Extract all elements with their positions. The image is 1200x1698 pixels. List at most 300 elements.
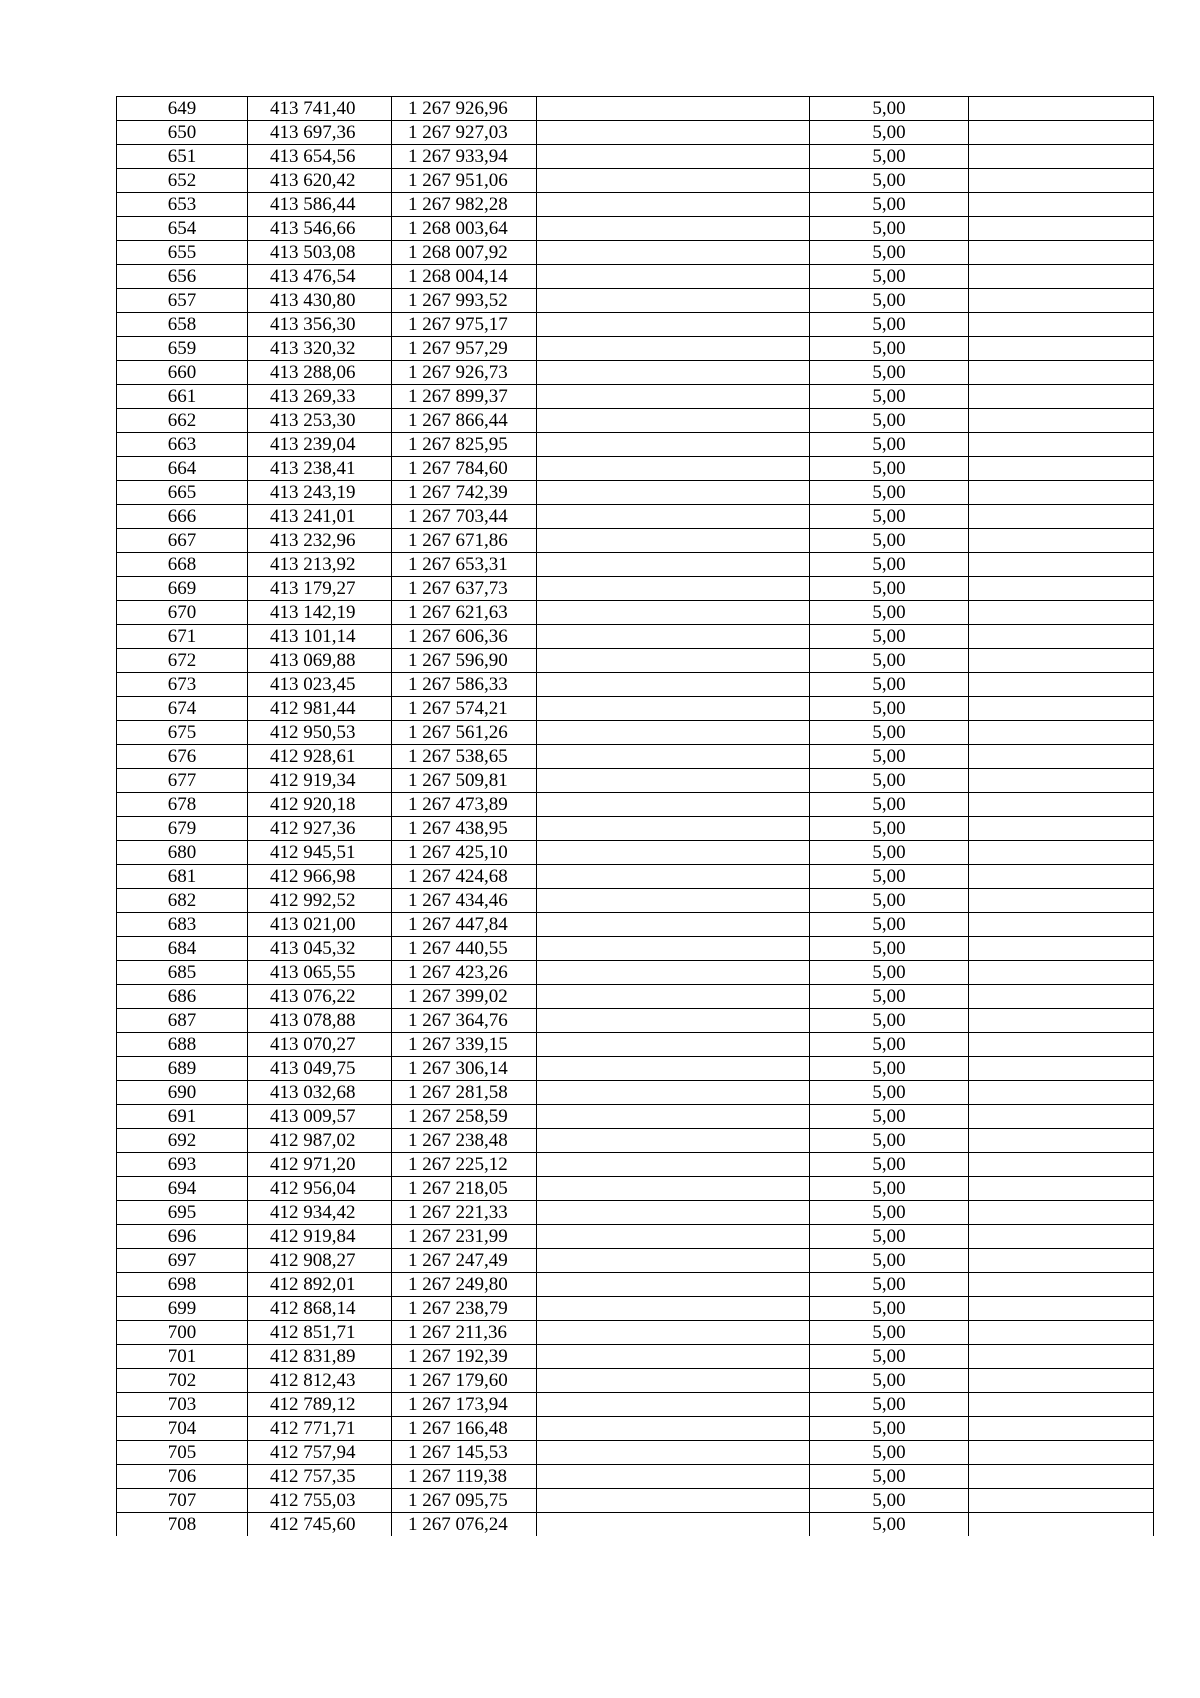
table-row (117, 265, 1154, 289)
x-coordinate-cell: 413 213,92 (248, 553, 392, 577)
y-coordinate-cell: 1 267 076,24 (392, 1513, 537, 1537)
y-coordinate-cell: 1 267 926,73 (392, 361, 537, 385)
point-number-cell: 650 (117, 121, 248, 145)
y-coordinate-cell: 1 267 957,29 (392, 337, 537, 361)
value-cell: 5,00 (810, 505, 969, 529)
y-coordinate-cell: 1 267 653,31 (392, 553, 537, 577)
value-cell: 5,00 (810, 889, 969, 913)
y-coordinate-cell: 1 267 145,53 (392, 1441, 537, 1465)
x-coordinate-cell: 412 831,89 (248, 1345, 392, 1369)
table-row (117, 577, 1154, 601)
empty-cell (537, 409, 810, 433)
y-coordinate-cell: 1 267 538,65 (392, 745, 537, 769)
point-number-cell: 708 (117, 1513, 248, 1537)
empty-cell-right (969, 1153, 1154, 1177)
point-number-cell: 706 (117, 1465, 248, 1489)
empty-cell (537, 673, 810, 697)
y-coordinate-cell: 1 267 434,46 (392, 889, 537, 913)
empty-cell (537, 1393, 810, 1417)
empty-cell (537, 649, 810, 673)
value-cell: 5,00 (810, 1393, 969, 1417)
x-coordinate-cell: 412 927,36 (248, 817, 392, 841)
value-cell: 5,00 (810, 169, 969, 193)
point-number-cell: 660 (117, 361, 248, 385)
table-row (117, 217, 1154, 241)
y-coordinate-cell: 1 267 364,76 (392, 1009, 537, 1033)
empty-cell (537, 1177, 810, 1201)
value-cell: 5,00 (810, 793, 969, 817)
point-number-cell: 659 (117, 337, 248, 361)
x-coordinate-cell: 412 908,27 (248, 1249, 392, 1273)
empty-cell-right (969, 1489, 1154, 1513)
point-number-cell: 687 (117, 1009, 248, 1033)
y-coordinate-cell: 1 267 238,48 (392, 1129, 537, 1153)
table-row (117, 985, 1154, 1009)
empty-cell (537, 865, 810, 889)
table-row (117, 793, 1154, 817)
table-row (117, 1249, 1154, 1273)
y-coordinate-cell: 1 267 247,49 (392, 1249, 537, 1273)
value-cell: 5,00 (810, 865, 969, 889)
y-coordinate-cell: 1 267 339,15 (392, 1033, 537, 1057)
y-coordinate-cell: 1 267 231,99 (392, 1225, 537, 1249)
value-cell: 5,00 (810, 1417, 969, 1441)
y-coordinate-cell: 1 267 596,90 (392, 649, 537, 673)
empty-cell (537, 1441, 810, 1465)
x-coordinate-cell: 413 269,33 (248, 385, 392, 409)
coordinates-table (116, 96, 1154, 1536)
empty-cell-right (969, 913, 1154, 937)
empty-cell-right (969, 961, 1154, 985)
empty-cell-right (969, 1201, 1154, 1225)
table-body (117, 97, 1154, 1537)
value-cell: 5,00 (810, 673, 969, 697)
y-coordinate-cell: 1 267 425,10 (392, 841, 537, 865)
value-cell: 5,00 (810, 217, 969, 241)
empty-cell (537, 385, 810, 409)
point-number-cell: 685 (117, 961, 248, 985)
point-number-cell: 676 (117, 745, 248, 769)
x-coordinate-cell: 413 032,68 (248, 1081, 392, 1105)
empty-cell (537, 457, 810, 481)
x-coordinate-cell: 413 320,32 (248, 337, 392, 361)
empty-cell (537, 1465, 810, 1489)
y-coordinate-cell: 1 267 424,68 (392, 865, 537, 889)
table-row (117, 1321, 1154, 1345)
point-number-cell: 707 (117, 1489, 248, 1513)
empty-cell-right (969, 1177, 1154, 1201)
y-coordinate-cell: 1 267 637,73 (392, 577, 537, 601)
value-cell: 5,00 (810, 1201, 969, 1225)
value-cell: 5,00 (810, 721, 969, 745)
x-coordinate-cell: 413 546,66 (248, 217, 392, 241)
empty-cell-right (969, 1321, 1154, 1345)
empty-cell (537, 1009, 810, 1033)
point-number-cell: 678 (117, 793, 248, 817)
empty-cell-right (969, 577, 1154, 601)
y-coordinate-cell: 1 267 447,84 (392, 913, 537, 937)
table-row (117, 913, 1154, 937)
point-number-cell: 694 (117, 1177, 248, 1201)
table-row (117, 385, 1154, 409)
empty-cell (537, 169, 810, 193)
empty-cell-right (969, 817, 1154, 841)
empty-cell-right (969, 145, 1154, 169)
value-cell: 5,00 (810, 1033, 969, 1057)
x-coordinate-cell: 413 009,57 (248, 1105, 392, 1129)
table-row (117, 841, 1154, 865)
table-row (117, 1465, 1154, 1489)
point-number-cell: 651 (117, 145, 248, 169)
point-number-cell: 652 (117, 169, 248, 193)
table-row (117, 1225, 1154, 1249)
point-number-cell: 705 (117, 1441, 248, 1465)
y-coordinate-cell: 1 267 423,26 (392, 961, 537, 985)
point-number-cell: 696 (117, 1225, 248, 1249)
table-row (117, 361, 1154, 385)
empty-cell (537, 505, 810, 529)
table-row (117, 337, 1154, 361)
table-row (117, 193, 1154, 217)
y-coordinate-cell: 1 267 784,60 (392, 457, 537, 481)
value-cell: 5,00 (810, 121, 969, 145)
empty-cell (537, 1225, 810, 1249)
table-row (117, 1081, 1154, 1105)
table-row (117, 889, 1154, 913)
empty-cell (537, 1513, 810, 1537)
value-cell: 5,00 (810, 553, 969, 577)
table-row (117, 721, 1154, 745)
y-coordinate-cell: 1 267 866,44 (392, 409, 537, 433)
table-row (117, 481, 1154, 505)
table-row (117, 529, 1154, 553)
x-coordinate-cell: 413 654,56 (248, 145, 392, 169)
empty-cell-right (969, 1225, 1154, 1249)
table-row (117, 169, 1154, 193)
empty-cell (537, 1369, 810, 1393)
point-number-cell: 655 (117, 241, 248, 265)
empty-cell (537, 1105, 810, 1129)
x-coordinate-cell: 412 934,42 (248, 1201, 392, 1225)
x-coordinate-cell: 413 253,30 (248, 409, 392, 433)
point-number-cell: 665 (117, 481, 248, 505)
y-coordinate-cell: 1 268 003,64 (392, 217, 537, 241)
y-coordinate-cell: 1 267 825,95 (392, 433, 537, 457)
y-coordinate-cell: 1 267 192,39 (392, 1345, 537, 1369)
y-coordinate-cell: 1 267 703,44 (392, 505, 537, 529)
y-coordinate-cell: 1 267 621,63 (392, 601, 537, 625)
point-number-cell: 669 (117, 577, 248, 601)
empty-cell-right (969, 385, 1154, 409)
empty-cell-right (969, 625, 1154, 649)
point-number-cell: 673 (117, 673, 248, 697)
x-coordinate-cell: 413 476,54 (248, 265, 392, 289)
value-cell: 5,00 (810, 1489, 969, 1513)
empty-cell-right (969, 1345, 1154, 1369)
x-coordinate-cell: 413 586,44 (248, 193, 392, 217)
value-cell: 5,00 (810, 1513, 969, 1537)
point-number-cell: 683 (117, 913, 248, 937)
value-cell: 5,00 (810, 937, 969, 961)
point-number-cell: 649 (117, 97, 248, 121)
point-number-cell: 701 (117, 1345, 248, 1369)
value-cell: 5,00 (810, 289, 969, 313)
y-coordinate-cell: 1 267 211,36 (392, 1321, 537, 1345)
value-cell: 5,00 (810, 985, 969, 1009)
empty-cell (537, 1345, 810, 1369)
point-number-cell: 658 (117, 313, 248, 337)
y-coordinate-cell: 1 267 438,95 (392, 817, 537, 841)
empty-cell-right (969, 265, 1154, 289)
y-coordinate-cell: 1 267 561,26 (392, 721, 537, 745)
empty-cell-right (969, 1057, 1154, 1081)
empty-cell-right (969, 1513, 1154, 1537)
table-row (117, 505, 1154, 529)
empty-cell (537, 769, 810, 793)
empty-cell-right (969, 1417, 1154, 1441)
empty-cell (537, 1081, 810, 1105)
value-cell: 5,00 (810, 1153, 969, 1177)
value-cell: 5,00 (810, 601, 969, 625)
empty-cell (537, 1297, 810, 1321)
point-number-cell: 666 (117, 505, 248, 529)
x-coordinate-cell: 412 966,98 (248, 865, 392, 889)
point-number-cell: 689 (117, 1057, 248, 1081)
value-cell: 5,00 (810, 1249, 969, 1273)
empty-cell-right (969, 457, 1154, 481)
y-coordinate-cell: 1 268 007,92 (392, 241, 537, 265)
value-cell: 5,00 (810, 241, 969, 265)
empty-cell (537, 601, 810, 625)
y-coordinate-cell: 1 267 440,55 (392, 937, 537, 961)
point-number-cell: 677 (117, 769, 248, 793)
y-coordinate-cell: 1 267 281,58 (392, 1081, 537, 1105)
table-row (117, 625, 1154, 649)
value-cell: 5,00 (810, 1105, 969, 1129)
empty-cell-right (969, 1009, 1154, 1033)
y-coordinate-cell: 1 267 586,33 (392, 673, 537, 697)
empty-cell-right (969, 337, 1154, 361)
empty-cell (537, 313, 810, 337)
y-coordinate-cell: 1 267 218,05 (392, 1177, 537, 1201)
y-coordinate-cell: 1 267 574,21 (392, 697, 537, 721)
table-row (117, 697, 1154, 721)
x-coordinate-cell: 413 238,41 (248, 457, 392, 481)
empty-cell-right (969, 1273, 1154, 1297)
y-coordinate-cell: 1 267 982,28 (392, 193, 537, 217)
x-coordinate-cell: 412 755,03 (248, 1489, 392, 1513)
empty-cell-right (969, 1105, 1154, 1129)
empty-cell-right (969, 505, 1154, 529)
table-row (117, 145, 1154, 169)
table-row (117, 1033, 1154, 1057)
x-coordinate-cell: 413 243,19 (248, 481, 392, 505)
value-cell: 5,00 (810, 481, 969, 505)
table-row (117, 1489, 1154, 1513)
empty-cell (537, 433, 810, 457)
empty-cell (537, 937, 810, 961)
point-number-cell: 690 (117, 1081, 248, 1105)
empty-cell-right (969, 1393, 1154, 1417)
empty-cell-right (969, 289, 1154, 313)
point-number-cell: 699 (117, 1297, 248, 1321)
empty-cell-right (969, 1081, 1154, 1105)
value-cell: 5,00 (810, 1345, 969, 1369)
empty-cell-right (969, 769, 1154, 793)
empty-cell (537, 841, 810, 865)
empty-cell (537, 1417, 810, 1441)
empty-cell-right (969, 697, 1154, 721)
point-number-cell: 661 (117, 385, 248, 409)
empty-cell-right (969, 601, 1154, 625)
point-number-cell: 654 (117, 217, 248, 241)
empty-cell (537, 1129, 810, 1153)
table-row (117, 1393, 1154, 1417)
empty-cell-right (969, 361, 1154, 385)
x-coordinate-cell: 412 771,71 (248, 1417, 392, 1441)
y-coordinate-cell: 1 268 004,14 (392, 265, 537, 289)
empty-cell-right (969, 553, 1154, 577)
empty-cell (537, 817, 810, 841)
x-coordinate-cell: 413 241,01 (248, 505, 392, 529)
point-number-cell: 674 (117, 697, 248, 721)
empty-cell-right (969, 409, 1154, 433)
x-coordinate-cell: 412 789,12 (248, 1393, 392, 1417)
table-row (117, 241, 1154, 265)
table-row (117, 961, 1154, 985)
point-number-cell: 700 (117, 1321, 248, 1345)
point-number-cell: 686 (117, 985, 248, 1009)
point-number-cell: 693 (117, 1153, 248, 1177)
value-cell: 5,00 (810, 193, 969, 217)
y-coordinate-cell: 1 267 306,14 (392, 1057, 537, 1081)
empty-cell (537, 217, 810, 241)
empty-cell (537, 481, 810, 505)
value-cell: 5,00 (810, 361, 969, 385)
x-coordinate-cell: 413 049,75 (248, 1057, 392, 1081)
x-coordinate-cell: 412 919,34 (248, 769, 392, 793)
table-row (117, 121, 1154, 145)
empty-cell-right (969, 481, 1154, 505)
empty-cell (537, 289, 810, 313)
y-coordinate-cell: 1 267 249,80 (392, 1273, 537, 1297)
empty-cell-right (969, 721, 1154, 745)
empty-cell-right (969, 1249, 1154, 1273)
point-number-cell: 702 (117, 1369, 248, 1393)
empty-cell (537, 745, 810, 769)
empty-cell (537, 145, 810, 169)
point-number-cell: 703 (117, 1393, 248, 1417)
value-cell: 5,00 (810, 649, 969, 673)
x-coordinate-cell: 413 076,22 (248, 985, 392, 1009)
point-number-cell: 681 (117, 865, 248, 889)
table-row (117, 1105, 1154, 1129)
x-coordinate-cell: 413 697,36 (248, 121, 392, 145)
x-coordinate-cell: 412 950,53 (248, 721, 392, 745)
table-row (117, 553, 1154, 577)
x-coordinate-cell: 412 757,35 (248, 1465, 392, 1489)
point-number-cell: 656 (117, 265, 248, 289)
empty-cell (537, 913, 810, 937)
empty-cell-right (969, 1465, 1154, 1489)
empty-cell (537, 337, 810, 361)
table-row (117, 601, 1154, 625)
point-number-cell: 664 (117, 457, 248, 481)
empty-cell-right (969, 433, 1154, 457)
table-row (117, 1129, 1154, 1153)
empty-cell (537, 793, 810, 817)
table-row (117, 1345, 1154, 1369)
x-coordinate-cell: 413 078,88 (248, 1009, 392, 1033)
y-coordinate-cell: 1 267 975,17 (392, 313, 537, 337)
x-coordinate-cell: 412 987,02 (248, 1129, 392, 1153)
y-coordinate-cell: 1 267 258,59 (392, 1105, 537, 1129)
table-row (117, 865, 1154, 889)
x-coordinate-cell: 413 356,30 (248, 313, 392, 337)
x-coordinate-cell: 413 023,45 (248, 673, 392, 697)
x-coordinate-cell: 412 928,61 (248, 745, 392, 769)
empty-cell-right (969, 889, 1154, 913)
table-row (117, 1201, 1154, 1225)
x-coordinate-cell: 413 021,00 (248, 913, 392, 937)
empty-cell (537, 1489, 810, 1513)
value-cell: 5,00 (810, 1225, 969, 1249)
empty-cell-right (969, 169, 1154, 193)
table-row (117, 937, 1154, 961)
value-cell: 5,00 (810, 625, 969, 649)
empty-cell (537, 961, 810, 985)
empty-cell (537, 121, 810, 145)
x-coordinate-cell: 413 142,19 (248, 601, 392, 625)
value-cell: 5,00 (810, 1465, 969, 1489)
value-cell: 5,00 (810, 1441, 969, 1465)
x-coordinate-cell: 412 981,44 (248, 697, 392, 721)
empty-cell (537, 697, 810, 721)
empty-cell (537, 1033, 810, 1057)
table-row (117, 433, 1154, 457)
y-coordinate-cell: 1 267 951,06 (392, 169, 537, 193)
point-number-cell: 668 (117, 553, 248, 577)
value-cell: 5,00 (810, 529, 969, 553)
value-cell: 5,00 (810, 1369, 969, 1393)
y-coordinate-cell: 1 267 473,89 (392, 793, 537, 817)
x-coordinate-cell: 413 503,08 (248, 241, 392, 265)
value-cell: 5,00 (810, 337, 969, 361)
x-coordinate-cell: 413 620,42 (248, 169, 392, 193)
empty-cell (537, 721, 810, 745)
x-coordinate-cell: 412 992,52 (248, 889, 392, 913)
x-coordinate-cell: 412 812,43 (248, 1369, 392, 1393)
y-coordinate-cell: 1 267 742,39 (392, 481, 537, 505)
point-number-cell: 697 (117, 1249, 248, 1273)
x-coordinate-cell: 413 239,04 (248, 433, 392, 457)
value-cell: 5,00 (810, 385, 969, 409)
value-cell: 5,00 (810, 1297, 969, 1321)
point-number-cell: 691 (117, 1105, 248, 1129)
empty-cell (537, 529, 810, 553)
table-row (117, 1057, 1154, 1081)
empty-cell (537, 1321, 810, 1345)
value-cell: 5,00 (810, 1129, 969, 1153)
point-number-cell: 695 (117, 1201, 248, 1225)
point-number-cell: 663 (117, 433, 248, 457)
y-coordinate-cell: 1 267 606,36 (392, 625, 537, 649)
value-cell: 5,00 (810, 745, 969, 769)
x-coordinate-cell: 412 971,20 (248, 1153, 392, 1177)
value-cell: 5,00 (810, 817, 969, 841)
y-coordinate-cell: 1 267 119,38 (392, 1465, 537, 1489)
value-cell: 5,00 (810, 577, 969, 601)
